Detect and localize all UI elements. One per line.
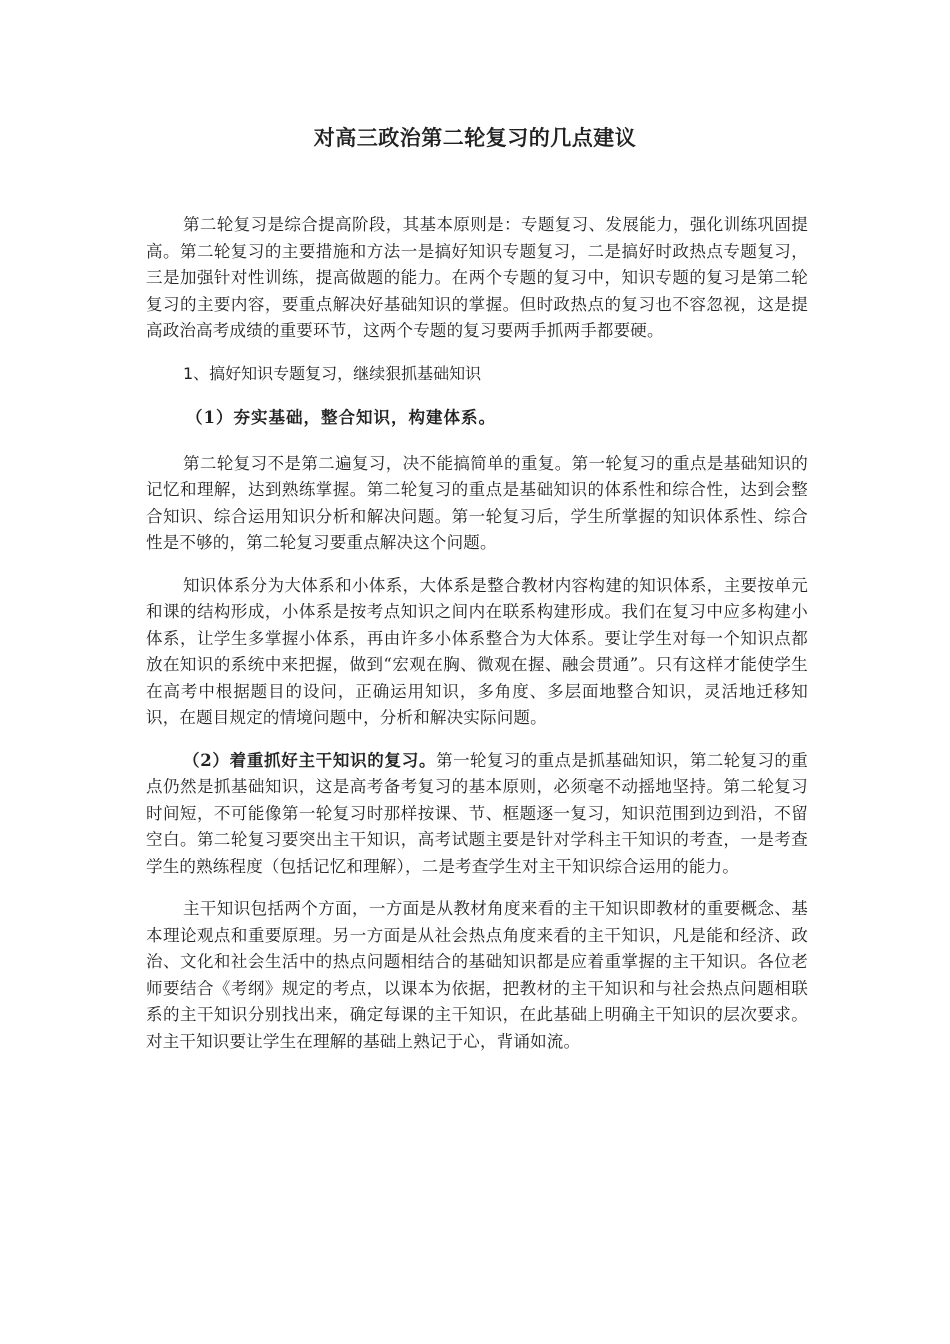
document-body: [146, 212, 808, 1071]
subsection-heading-1: （1）夯实基础，整合知识，构建体系。: [186, 407, 496, 427]
subsection-2-paragraph-1-text: 第一轮复习的重点是抓基础知识，第二轮复习的重点仍然是抓基础知识，这是高考备考复习的基本原则，必须毫不动摇地坚持。第二轮复习时间短，不可能像第一轮复习时那样按课、节、框题逐一复习，知识范围到边到沿，不留空白。第二轮复习要突出主干知识，高考试题主要是针对学科主干知识的考查，一是考查学生的熟练程度（包括记忆和理解），二是考查学生对主干知识综合运用的能力。: [146, 750, 808, 876]
intro-paragraph: 第二轮复习是综合提高阶段，其基本原则是：专题复习、发展能力，强化训练巩固提高。第二轮复习的主要措施和方法一是搞好知识专题复习，二是搞好时政热点专题复习，三是加强针对性训练，提高做题的能力。在两个专题的复习中，知识专题的复习是第二轮复习的主要内容，要重点解决好基础知识的掌握。但时政热点的复习也不容忽视，这是提高政治高考成绩的重要环节，这两个专题的复习要两手抓两手都要硬。: [146, 215, 808, 340]
subsection-heading-2: （2）着重抓好主干知识的复习。: [183, 750, 437, 770]
subsection-1-paragraph-2: 知识体系分为大体系和小体系，大体系是整合教材内容构建的知识体系，主要按单元和课的结构形成，小体系是按考点知识之间内在联系构建形成。我们在复习中应多构建小体系，让学生多掌握小体系，再由许多小体系整合为大体系。要让学生对每一个知识点都放在知识的系统中来把握，做到“宏观在胸、微观在握、融会贯通”。只有这样才能使学生在高考中根据题目的设问，正确运用知识，多角度、多层面地整合知识，灵活地迁移知识，在题目规定的情境问题中，分析和解决实际问题。: [146, 575, 808, 727]
section-heading-1: 1、搞好知识专题复习，继续狠抓基础知识: [183, 363, 482, 383]
subsection-2-paragraph-1: [146, 748, 808, 881]
subsection-1-paragraph-1: 第二轮复习不是第二遍复习，决不能搞简单的重复。第一轮复习的重点是基础知识的记忆和理解，达到熟练掌握。第二轮复习的重点是基础知识的体系性和综合性，达到会整合知识、综合运用知识分析和解决问题。第一轮复习后，学生所掌握的知识体系性、综合性是不够的，第二轮复习要重点解决这个问题。: [146, 453, 808, 552]
document-title: 对高三政治第二轮复习的几点建议: [313, 126, 637, 150]
subsection-2-paragraph-2: 主干知识包括两个方面，一方面是从教材角度来看的主干知识即教材的重要概念、基本理论观点和重要原理。另一方面是从社会热点角度来看的主干知识，凡是能和经济、政治、文化和社会生活中的热点问题相结合的基础知识都是应着重掌握的主干知识。各位老师要结合《考纲》规定的考点，以课本为依据，把教材的主干知识和与社会热点问题相联系的主干知识分别找出来，确定每课的主干知识，在此基础上明确主干知识的层次要求。对主干知识要让学生在理解的基础上熟记于心，背诵如流。: [146, 899, 808, 1051]
